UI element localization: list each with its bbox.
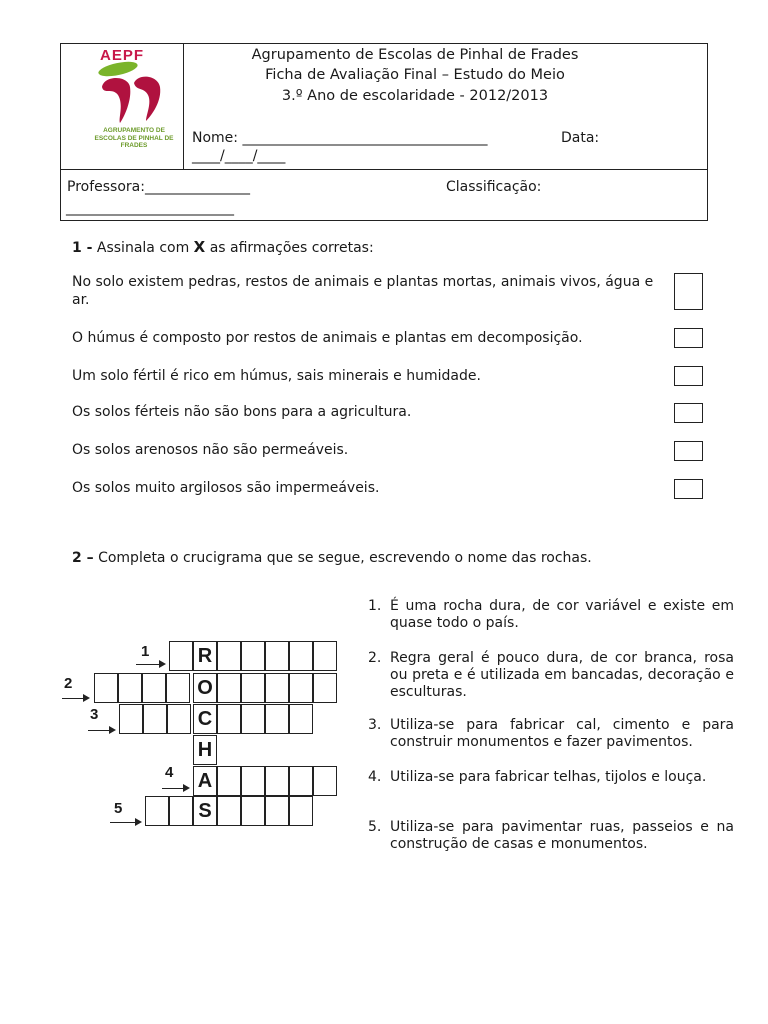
crossword-cell[interactable] bbox=[217, 673, 241, 703]
q1-statement: Um solo fértil é rico em húmus, sais minerais e humidade. bbox=[72, 368, 481, 384]
crossword-cell[interactable] bbox=[217, 766, 241, 796]
professora-field[interactable]: Professora:_______________ bbox=[67, 179, 250, 195]
crossword-letter: H bbox=[197, 739, 213, 761]
date-field[interactable]: ____/____/____ bbox=[192, 148, 286, 164]
clue-number: 5. bbox=[368, 819, 382, 835]
school-logo bbox=[86, 47, 176, 157]
nome-field[interactable]: Nome: ___________________________________ bbox=[192, 130, 488, 146]
crossword-letter: C bbox=[197, 708, 213, 730]
crossword-cell[interactable] bbox=[217, 641, 241, 671]
crossword-cell[interactable] bbox=[289, 641, 313, 671]
logo-text: AEPF bbox=[100, 47, 145, 64]
crossword-clue bbox=[368, 650, 734, 701]
crossword-cell[interactable] bbox=[289, 766, 313, 796]
crossword-cell[interactable] bbox=[289, 673, 313, 703]
q1-text-before: Assinala com bbox=[96, 240, 190, 256]
data-label: Data: bbox=[561, 130, 600, 146]
q1-checkbox[interactable] bbox=[674, 479, 703, 499]
crossword-cell[interactable] bbox=[241, 766, 265, 796]
crossword-cell[interactable] bbox=[241, 641, 265, 671]
arrow-right-icon bbox=[62, 698, 88, 699]
school-name: Agrupamento de Escolas de Pinhal de Frades bbox=[251, 47, 579, 63]
crossword-letter: A bbox=[197, 770, 213, 792]
logo-subtext: AGRUPAMENTO DE ESCOLAS DE PINHAL DE FRADES bbox=[94, 127, 174, 149]
crossword-letter: O bbox=[197, 677, 213, 699]
q1-statement: No solo existem pedras, restos de animais e plantas mortas, animais vivos, água e ar. bbox=[72, 274, 654, 308]
crossword-cell[interactable] bbox=[169, 641, 193, 671]
q1-statement: Os solos férteis não são bons para a agricultura. bbox=[72, 404, 412, 420]
crossword-cell[interactable] bbox=[313, 673, 337, 703]
school-year: 3.º Ano de escolaridade - 2012/2013 bbox=[281, 88, 549, 104]
q2-text: Completa o crucigrama que se segue, escrevendo o nome das rochas. bbox=[98, 550, 592, 566]
q1-checkbox[interactable] bbox=[674, 273, 703, 310]
crossword-cell[interactable] bbox=[119, 704, 143, 734]
classificacao-label: Classificação: bbox=[446, 179, 542, 195]
q1-statement: Os solos muito argilosos são impermeáveis. bbox=[72, 480, 380, 496]
q1-instruction bbox=[72, 238, 374, 256]
arrow-right-icon bbox=[136, 664, 164, 665]
crossword-cell[interactable] bbox=[241, 673, 265, 703]
clue-number: 3. bbox=[368, 717, 382, 733]
q2-number: 2 – bbox=[72, 550, 94, 566]
crossword-cell[interactable] bbox=[265, 766, 289, 796]
classificacao-field[interactable]: ________________________ bbox=[66, 200, 234, 216]
q1-x-mark: X bbox=[193, 238, 206, 256]
crossword-cell[interactable] bbox=[313, 641, 337, 671]
crossword-row-number: 4 bbox=[165, 764, 174, 781]
crossword-cell[interactable] bbox=[265, 673, 289, 703]
clue-number: 2. bbox=[368, 650, 382, 666]
crossword-cell[interactable] bbox=[265, 796, 289, 826]
crossword-clue bbox=[368, 717, 734, 751]
crossword-cell[interactable] bbox=[94, 673, 118, 703]
crossword-letter: S bbox=[198, 800, 212, 822]
crossword-letter: R bbox=[197, 645, 213, 667]
crossword-row-number: 5 bbox=[114, 800, 123, 817]
crossword-cell[interactable] bbox=[289, 796, 313, 826]
arrow-right-icon bbox=[88, 730, 114, 731]
crossword-clue bbox=[368, 819, 734, 853]
q1-checkbox[interactable] bbox=[674, 441, 703, 461]
q1-checkbox[interactable] bbox=[674, 328, 703, 348]
clue-text: É uma rocha dura, de cor variável e existe em quase todo o país. bbox=[390, 598, 734, 631]
q1-checkbox[interactable] bbox=[674, 403, 703, 423]
logo-graphic-icon bbox=[94, 61, 174, 125]
crossword-cell[interactable] bbox=[241, 704, 265, 734]
clue-text: Utiliza-se para fabricar telhas, tijolos e louça. bbox=[390, 769, 707, 785]
crossword-cell[interactable] bbox=[143, 704, 167, 734]
crossword-cell[interactable] bbox=[289, 704, 313, 734]
q1-statement: Os solos arenosos não são permeáveis. bbox=[72, 442, 349, 458]
crossword-cell[interactable] bbox=[217, 704, 241, 734]
crossword-cell[interactable] bbox=[166, 673, 190, 703]
crossword-cell[interactable] bbox=[241, 796, 265, 826]
crossword-cell[interactable] bbox=[145, 796, 169, 826]
q1-checkbox[interactable] bbox=[674, 366, 703, 386]
crossword-cell[interactable] bbox=[313, 766, 337, 796]
worksheet-title: Ficha de Avaliação Final – Estudo do Meio bbox=[265, 67, 565, 83]
crossword-cell[interactable] bbox=[265, 704, 289, 734]
crossword-row-number: 1 bbox=[141, 643, 150, 660]
arrow-right-icon bbox=[162, 788, 188, 789]
crossword-cell[interactable] bbox=[169, 796, 193, 826]
logo-divider bbox=[183, 44, 184, 169]
clue-number: 4. bbox=[368, 769, 382, 785]
crossword-cell[interactable] bbox=[167, 704, 191, 734]
crossword-row-number: 2 bbox=[64, 675, 73, 692]
clue-text: Utiliza-se para pavimentar ruas, passeios e na construção de casas e monumentos. bbox=[390, 819, 734, 852]
q2-instruction bbox=[72, 550, 592, 566]
crossword-cell[interactable] bbox=[118, 673, 142, 703]
crossword-clue bbox=[368, 769, 734, 786]
q1-number: 1 - bbox=[72, 240, 93, 256]
header-divider bbox=[61, 169, 707, 170]
crossword-cell[interactable] bbox=[217, 796, 241, 826]
crossword-cell[interactable] bbox=[142, 673, 166, 703]
q1-statement: O húmus é composto por restos de animais e plantas em decomposição. bbox=[72, 330, 583, 346]
clue-text: Utiliza-se para fabricar cal, cimento e para construir monumentos e fazer pavimentos. bbox=[390, 717, 734, 750]
crossword-clue bbox=[368, 598, 734, 632]
crossword-cell[interactable] bbox=[265, 641, 289, 671]
crossword-row-number: 3 bbox=[90, 706, 99, 723]
q1-text-after: as afirmações corretas: bbox=[209, 240, 374, 256]
clue-text: Regra geral é pouco dura, de cor branca, rosa ou preta e é utilizada em bancadas, decoração e esculturas. bbox=[390, 650, 734, 700]
arrow-right-icon bbox=[110, 822, 140, 823]
clue-number: 1. bbox=[368, 598, 382, 614]
